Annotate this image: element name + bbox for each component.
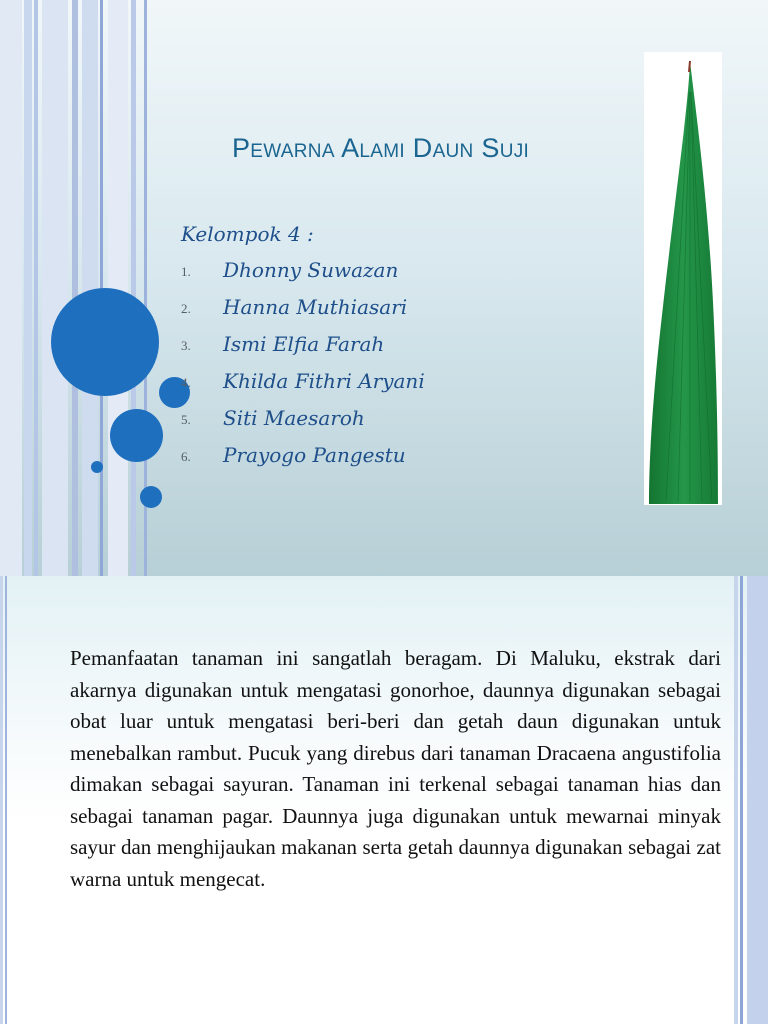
list-number: 2. (181, 301, 191, 316)
decor-circle-medium (110, 409, 163, 462)
list-number: 6. (181, 449, 191, 464)
member-name: Khilda Fithri Aryani (223, 369, 425, 393)
member-name: Ismi Elfia Farah (223, 332, 385, 356)
decor-circle-tiny (140, 486, 162, 508)
list-number: 1. (181, 264, 191, 279)
decor-dot (91, 461, 103, 473)
member-name: Hanna Muthiasari (223, 295, 408, 319)
content-slide (0, 576, 768, 1024)
list-number: 5. (181, 412, 191, 427)
list-number: 3. (181, 338, 191, 353)
body-paragraph: Pemanfaatan tanaman ini sangatlah beragam. Di Maluku, ekstrak dari akarnya digunakan untuk mengatasi gonorhoe, daunnya digunakan sebagai obat luar untuk mengatasi beri-beri dan getah daun digunakan untuk menebalkan rambut. Pucuk yang direbus dari tanaman Dracaena angustifolia dimakan sebagai sayuran. Tanaman ini terkenal sebagai tanaman hias dan sebagai tanaman pagar. Daunnya juga digunakan untuk mewarnai minyak sayur dan menghijaukan makanan serta getah daunnya digunakan sebagai zat warna untuk mengecat. (70, 646, 721, 891)
member-name: Prayogo Pangestu (223, 443, 406, 467)
group-label: Kelompok 4 : (181, 222, 314, 246)
list-number: 4. (181, 375, 191, 390)
slide-title: Pewarna Alami Daun Suji (232, 133, 530, 163)
member-name: Siti Maesaroh (223, 406, 365, 430)
leaf-image (644, 52, 722, 505)
decorative-stripes (0, 0, 160, 576)
leaf-icon (644, 52, 722, 505)
decor-circle-large (51, 288, 159, 396)
member-name: Dhonny Suwazan (223, 258, 399, 282)
